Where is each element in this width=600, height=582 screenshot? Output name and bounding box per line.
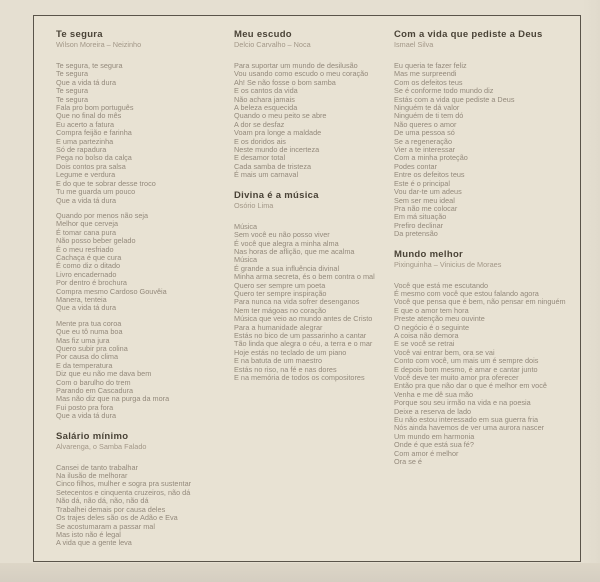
lyric-line: Música que veio ao mundo antes de Cristo	[234, 314, 373, 324]
lyric-line: Se a regeneração	[394, 136, 453, 146]
lyric-line: E do que te sobrar desse troco	[56, 178, 156, 188]
lyric-line: Quero ter sempre inspiração	[234, 288, 327, 298]
lyric-line: Dois contos pra salsa	[56, 161, 126, 171]
song-author: Delcio Carvalho – Noca	[234, 40, 311, 49]
lyric-line: Neste mundo de incerteza	[234, 145, 320, 155]
lyric-line: Que a vida tá dura	[56, 77, 117, 87]
lyric-line: Te segura	[56, 94, 89, 104]
lyric-line: Os trajes deles são os de Adão e Eva	[56, 513, 178, 523]
lyric-line: Parando em Cascadura	[56, 386, 134, 396]
lyric-line: Manera, tenteia	[56, 294, 107, 304]
lyric-line: Você que pensa que é bem, não pensar em ninguém	[394, 297, 566, 307]
lyric-line: Sem ser meu ideal	[394, 195, 455, 205]
song-author: Osório Lima	[234, 200, 274, 210]
lyric-line: A vida que a gente leva	[56, 538, 132, 548]
lyric-line: Com o barulho do trem	[56, 377, 131, 387]
lyric-line: Cinco filhos, mulher e sogra pra sustentar	[56, 479, 192, 489]
lyric-line: Quero ser sempre um poeta	[234, 280, 326, 290]
lyric-line: Não achara jamais	[234, 94, 295, 104]
lyric-line: E depois bom mesmo, é amar e cantar junto	[394, 364, 538, 374]
lyric-line: Com a minha proteção	[394, 153, 468, 163]
lyric-line: Podes contar	[394, 161, 437, 171]
lyric-line: Para suportar um mundo de desilusão	[234, 61, 358, 70]
page-frame	[33, 15, 581, 562]
song	[234, 190, 396, 383]
lyric-line: Mas fiz uma jura	[56, 335, 110, 345]
song-title: Mundo melhor	[394, 248, 464, 260]
lyric-line: Este é o principal	[394, 178, 450, 188]
song	[394, 249, 576, 467]
lyric-line: Conto com você, um mais um é sempre dois	[394, 356, 539, 366]
lyric-line: Ninguém te dá valor	[394, 103, 460, 113]
lyric-line: Se acostumaram a passar mal	[56, 521, 155, 531]
lyric-line: Fui posto pra fora	[56, 402, 114, 412]
song-title: Com a vida que pediste a Deus	[394, 29, 543, 40]
lyric-line: De uma pessoa só	[394, 128, 455, 138]
lyric-line: E da temperatura	[56, 360, 113, 370]
lyric-line: Entre os defeitos teus	[394, 170, 465, 180]
lyric-line: Melhor que cerveja	[56, 219, 119, 229]
song-author: Pixinguinha – Vinicius de Moraes	[394, 259, 502, 269]
lyric-line: Ah! Se não fosse o bom samba	[234, 77, 336, 87]
lyrics-column	[394, 29, 576, 476]
song-title: Meu escudo	[234, 29, 292, 40]
lyric-line: Você que está me escutando	[394, 280, 489, 290]
lyrics-column	[234, 29, 396, 392]
lyric-line: Estás no riso, na fé e nas dores	[234, 364, 337, 374]
lyric-line: É como diz o ditado	[56, 261, 121, 271]
lyric-line: Diz que eu não me dava bem	[56, 369, 152, 379]
song-title: Te segura	[56, 29, 103, 40]
stanza	[234, 223, 396, 383]
paper-bottom-shadow	[0, 563, 600, 582]
song-author: Ismael Silva	[394, 40, 434, 49]
lyric-line: Cansei de tanto trabalhar	[56, 462, 138, 472]
stanza	[394, 62, 576, 239]
lyric-line: Quero subir pra colina	[56, 344, 128, 353]
lyric-line: Por dentro é brochura	[56, 278, 127, 288]
lyric-line: Música	[234, 255, 258, 265]
lyric-line: Com amor é melhor	[394, 448, 459, 458]
lyric-line: Para nunca na vida sofrer desenganos	[234, 297, 360, 307]
lyric-line: Minha arma secreta, és o bem contra o mal	[234, 272, 375, 282]
lyric-line: Não dá, não dá, não, não dá	[56, 496, 149, 506]
stanza	[56, 62, 228, 205]
lyric-line: Vier a te interessar	[394, 145, 456, 155]
lyric-line: Setecentos e cinquenta cruzeiros, não dá	[56, 487, 191, 497]
stanza	[234, 62, 396, 180]
lyric-line: É mesmo com você que estou falando agora	[394, 288, 539, 298]
lyric-line: Legume e verdura	[56, 170, 116, 180]
lyric-line: Compra feijão e farinha	[56, 128, 132, 138]
lyric-line: E uma partezinha	[56, 136, 114, 146]
song-author: Alvarenga, o Samba Falado	[56, 441, 147, 451]
lyric-line: Eu não estou interessado em sua guerra fria	[394, 415, 538, 425]
lyric-line: Compra mesmo Cardoso Gouvêia	[56, 286, 167, 296]
lyric-line: E na memória de todos os compositores	[234, 373, 365, 382]
lyric-line: Tu me guarda um pouco	[56, 187, 136, 197]
lyric-line: Prefiro declinar	[394, 220, 444, 230]
lyric-line: A beleza esquecida	[234, 103, 298, 113]
lyric-line: Hoje estás no teclado de um piano	[234, 347, 347, 357]
lyric-line: Que a vida tá dura	[56, 303, 117, 313]
lyric-line: Mas me surpreendi	[394, 69, 457, 79]
lyric-line: Porque sou seu irmão na vida e na poesia	[394, 398, 531, 408]
lyric-line: É você que alegra a minha alma	[234, 238, 339, 248]
lyric-line: Na ilusão de melhorar	[56, 471, 128, 481]
lyric-line: Deixe a reserva de lado	[394, 406, 472, 416]
song-title: Salário mínimo	[56, 430, 129, 442]
lyric-line: E desamor total	[234, 153, 286, 163]
lyric-line: Só de rapadura	[56, 145, 107, 155]
lyric-line: Livro encadernado	[56, 269, 117, 279]
lyric-line: É grande a sua influência divinal	[234, 263, 340, 273]
lyric-line: Pra não me colocar	[394, 203, 458, 213]
lyric-line: Para a humanidade alegrar	[234, 322, 323, 332]
lyric-line: Pega no bolso da calça	[56, 153, 132, 163]
lyric-line: Nas horas de aflição, que me acalma	[234, 246, 355, 256]
lyric-line: Um mundo em harmonia	[394, 431, 475, 441]
lyric-line: Tão linda que alegra o céu, a terra e o mar	[234, 339, 373, 349]
lyric-line: Preste atenção meu ouvinte	[394, 314, 485, 324]
lyric-line: Quando por menos não seja	[56, 210, 149, 220]
lyric-line: A dor se desfaz	[234, 119, 285, 129]
lyric-line: Venha e me dê sua mão	[394, 389, 474, 399]
lyric-line: E os cantos da vida	[234, 86, 298, 96]
lyric-line: Quando o meu peito se abre	[234, 111, 327, 121]
lyric-line: Estás com a vida que pediste a Deus	[394, 94, 515, 104]
lyric-line: É mais um carnaval	[234, 170, 299, 180]
song-title: Divina é a música	[234, 189, 319, 201]
song	[234, 29, 396, 180]
lyrics-column	[56, 29, 228, 558]
lyric-line: Fala pro bom português	[56, 103, 134, 113]
lyric-line: Que a vida tá dura	[56, 195, 117, 205]
lyric-line: Música	[234, 221, 258, 231]
song-author: Wilson Moreira – Neizinho	[56, 40, 142, 49]
lyric-line: E na batuta de um maestro	[234, 356, 323, 366]
lyric-line: Você deve ter muito amor pra oferecer	[394, 373, 519, 382]
lyric-line: Voam pra longe a maldade	[234, 128, 322, 138]
lyric-line: Te segura	[56, 86, 89, 96]
lyric-line: Te segura, te segura	[56, 61, 123, 70]
paper-right-margin	[583, 0, 600, 563]
lyric-line: O negócio é o seguinte	[394, 322, 470, 332]
lyric-line: Vou dar-te um adeus	[394, 187, 462, 197]
lyric-line: Não queres o amor	[394, 119, 457, 129]
song	[56, 29, 228, 421]
lyric-line: Se é conforme todo mundo diz	[394, 86, 494, 96]
stanza	[56, 212, 228, 313]
lyric-line: Que eu tô numa boa	[56, 327, 123, 337]
lyric-line: Sem você eu não posso viver	[234, 230, 330, 240]
lyric-line: Não posso beber gelado	[56, 236, 136, 246]
lyric-line: Cada samba de tristeza	[234, 161, 312, 171]
lyric-line: Por causa do clima	[56, 352, 119, 362]
lyric-line: Nem ter mágoas no coração	[234, 305, 327, 315]
song	[394, 29, 576, 239]
lyric-line: Estás no bico de um passarinho a cantar	[234, 330, 367, 340]
lyric-line: Você vai entrar bem, ora se vai	[394, 347, 495, 357]
stanza	[56, 320, 228, 421]
song	[56, 431, 228, 548]
stanza	[56, 464, 228, 548]
lyric-line: Da pretensão	[394, 229, 438, 239]
lyric-line: E os doridos ais	[234, 136, 286, 146]
lyric-line: Trabalhei demais por causa deles	[56, 504, 166, 514]
lyric-line: Em má situação	[394, 212, 447, 222]
lyric-line: Eu acerto a fatura	[56, 119, 115, 129]
lyric-line: Nós ainda havemos de ver uma aurora nascer	[394, 423, 545, 433]
lyric-line: Então pra que não dar o que é melhor em você	[394, 381, 547, 391]
lyric-line: Com os defeitos teus	[394, 77, 463, 87]
lyric-line: É o meu resfriado	[56, 244, 114, 254]
lyric-line: Ora se é	[394, 457, 422, 467]
lyric-line: Eu queria te fazer feliz	[394, 61, 467, 70]
lyric-line: Mas isto não é legal	[56, 529, 121, 539]
lyric-line: Vou usando como escudo o meu coração	[234, 69, 369, 79]
lyric-line: Te segura	[56, 69, 89, 79]
lyric-line: Que no final do mês	[56, 111, 122, 121]
stanza	[394, 282, 576, 467]
lyric-line: Mas não diz que na purga da mora	[56, 394, 170, 404]
lyric-line: Mente pra tua coroa	[56, 318, 122, 328]
lyric-line: Que a vida tá dura	[56, 411, 117, 421]
lyric-line: Cachaça é que cura	[56, 252, 122, 262]
lyric-line: É tomar cana pura	[56, 227, 117, 237]
lyric-line: Ninguém de ti tem dó	[394, 111, 464, 121]
lyric-line: E se você se retrai	[394, 339, 455, 349]
lyric-line: E que o amor tem hora	[394, 305, 469, 315]
lyric-line: Onde é que está sua fé?	[394, 440, 474, 450]
lyric-line: A coisa não demora	[394, 330, 459, 340]
